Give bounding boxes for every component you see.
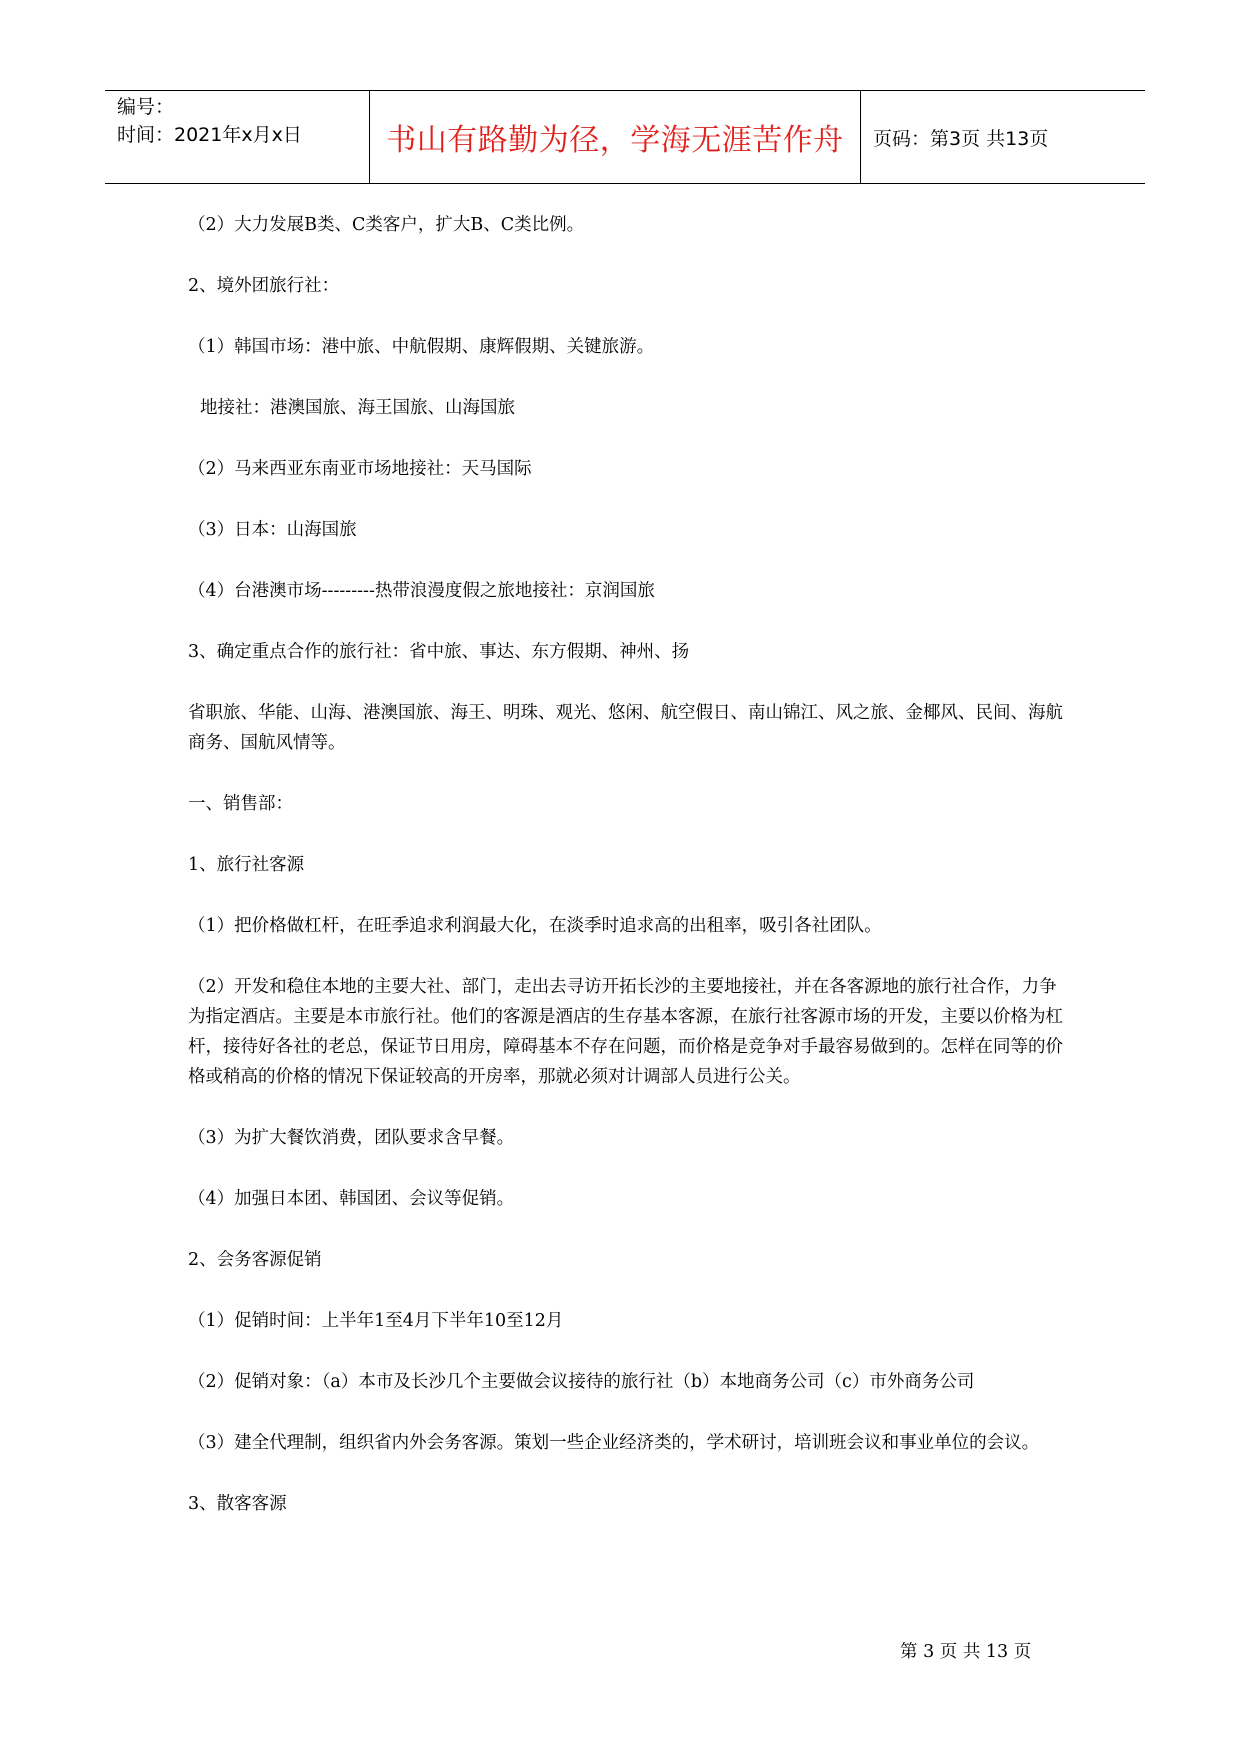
paragraph: （4）台港澳市场---------热带浪漫度假之旅地接社：京润国旅 [188, 581, 655, 601]
paragraph: （3）为扩大餐饮消费，团队要求含早餐。 [188, 1128, 515, 1148]
paragraph: 地接社：港澳国旅、海王国旅、山海国旅 [200, 398, 515, 418]
page-header [105, 90, 1145, 184]
paragraph: （1）促销时间：上半年1至4月下半年10至12月 [188, 1311, 564, 1331]
header-page-number: 页码：第3页 共13页 [873, 127, 1049, 150]
paragraph: （2）促销对象：（a）本市及长沙几个主要做会议接待的旅行社（b）本地商务公司（c）市外商务公司 [188, 1372, 975, 1392]
header-motto: 书山有路勤为径，学海无涯苦作舟 [386, 123, 844, 158]
number-label: 编号： [117, 96, 175, 118]
paragraph: （2）开发和稳住本地的主要大社、部门，走出去寻访开拓长沙的主要地接社，并在各客源地的旅行社合作，力争为指定酒店。主要是本市旅行社。他们的客源是酒店的生存基本客源，在旅行社客源市场的开发，主要以价格为杠杆，接待好各社的老总，保证节日用房，障碍基本不存在问题，而价格是竞争对手最容易做到的。怎样在同等的价格或稍高的价格的情况下保证较高的开房率，那就必须对计调部人员进行公关。 [188, 977, 1063, 1087]
time-label: 时间：2021年x月x日 [117, 124, 302, 146]
section-heading: 3、确定重点合作的旅行社：省中旅、事达、东方假期、神州、扬 [188, 642, 690, 662]
section-heading: 一、销售部： [188, 794, 293, 814]
paragraph: （2）大力发展B类、C类客户，扩大B、C类比例。 [188, 215, 585, 235]
section-heading: 2、会务客源促销 [188, 1250, 322, 1270]
section-heading: 2、境外团旅行社： [188, 276, 340, 296]
page-footer: 第 3 页 共 13 页 [900, 1642, 1032, 1662]
header-divider [860, 91, 861, 183]
section-heading: 1、旅行社客源 [188, 855, 305, 875]
paragraph: 省职旅、华能、山海、港澳国旅、海王、明珠、观光、悠闲、航空假日、南山锦江、风之旅、金椰风、民间、海航商务、国航风情等。 [188, 703, 1063, 753]
paragraph: （1）把价格做杠杆，在旺季追求利润最大化，在淡季时追求高的出租率，吸引各社团队。 [188, 916, 882, 936]
paragraph: （4）加强日本团、韩国团、会议等促销。 [188, 1189, 515, 1209]
document-body [188, 210, 1068, 1550]
paragraph: （1）韩国市场：港中旅、中航假期、康辉假期、关键旅游。 [188, 337, 655, 357]
paragraph: （3）建全代理制，组织省内外会务客源。策划一些企业经济类的，学术研讨，培训班会议和事业单位的会议。 [188, 1433, 1040, 1453]
header-meta [117, 93, 367, 149]
section-heading: 3、散客客源 [188, 1494, 287, 1514]
paragraph: （3）日本：山海国旅 [188, 520, 357, 540]
paragraph: （2）马来西亚东南亚市场地接社：天马国际 [188, 459, 532, 479]
